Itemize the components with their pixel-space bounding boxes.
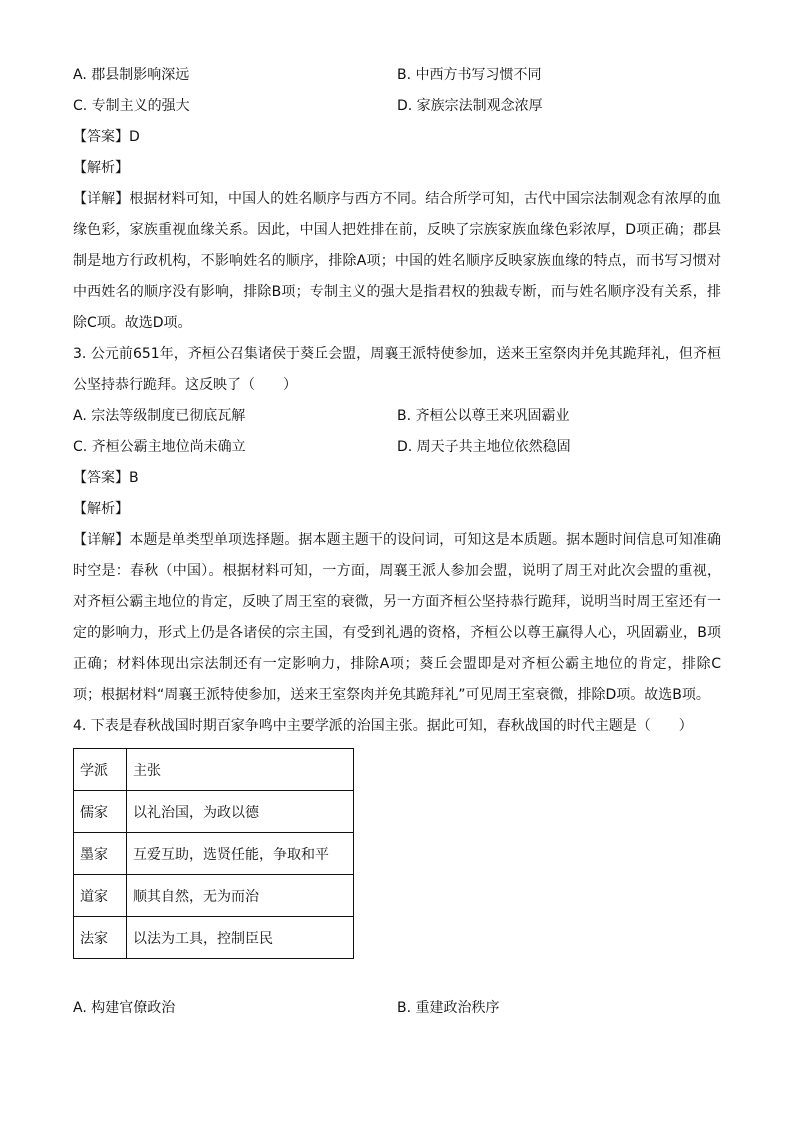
table-cell-claim: 以法为工具，控制臣民 bbox=[127, 917, 354, 959]
q2-option-c: C. 专制主义的强大 bbox=[73, 98, 190, 114]
q3-option-a: A. 宗法等级制度已彻底瓦解 bbox=[73, 408, 246, 424]
q3-option-d: D. 周天子共主地位依然稳固 bbox=[397, 439, 571, 455]
schools-table bbox=[73, 748, 354, 959]
q3-options-row-1 bbox=[73, 401, 721, 432]
q2-analysis-label: 【解析】 bbox=[73, 160, 129, 176]
q4-option-b: B. 重建政治秩序 bbox=[397, 1000, 500, 1016]
q4-options-row-1 bbox=[73, 993, 721, 1024]
table-cell-claim: 顺其自然，无为而治 bbox=[127, 875, 354, 917]
table-row bbox=[74, 917, 354, 959]
q3-option-b: B. 齐桓公以尊王来巩固霸业 bbox=[397, 408, 570, 424]
table-row bbox=[74, 875, 354, 917]
q3-options-row-2 bbox=[73, 432, 721, 463]
table-cell-school: 法家 bbox=[74, 917, 127, 959]
q2-detail: 【详解】根据材料可知，中国人的姓名顺序与西方不同。结合所学可知，古代中国宗法制观念有浓厚的血缘色彩，家族重视血缘关系。因此，中国人把姓排在前，反映了宗族家族血缘色彩浓厚，D项正确；郡县制是地方行政机构，不影响姓名的顺序，排除A项；中国的姓名顺序反映家族血缘的特点，而书写习惯对中西姓名的顺序没有影响，排除B项；专制主义的强大是指君权的独裁专断，而与姓名顺序没有关系，排除C项。故选D项。 bbox=[73, 191, 721, 331]
q4-stem: 4. 下表是春秋战国时期百家争鸣中主要学派的治国主张。据此可知，春秋战国的时代主题是（ ） bbox=[73, 718, 693, 734]
table-header-row bbox=[74, 749, 354, 791]
q2-options-row-1 bbox=[73, 60, 721, 91]
table-header-school: 学派 bbox=[74, 749, 127, 791]
table-header-claim: 主张 bbox=[127, 749, 354, 791]
q2-option-d: D. 家族宗法制观念浓厚 bbox=[397, 98, 543, 114]
q2-option-b: B. 中西方书写习惯不同 bbox=[397, 67, 542, 83]
document-page bbox=[73, 60, 721, 1024]
table-cell-claim: 互爱互助，选贤任能，争取和平 bbox=[127, 833, 354, 875]
q4-option-a: A. 构建官僚政治 bbox=[73, 1000, 176, 1016]
q2-option-a: A. 郡县制影响深远 bbox=[73, 67, 190, 83]
q3-answer: 【答案】B bbox=[73, 470, 139, 486]
q2-answer: 【答案】D bbox=[73, 129, 140, 145]
q2-options-row-2 bbox=[73, 91, 721, 122]
table-cell-school: 墨家 bbox=[74, 833, 127, 875]
q3-option-c: C. 齐桓公霸主地位尚未确立 bbox=[73, 439, 246, 455]
table-cell-claim: 以礼治国，为政以德 bbox=[127, 791, 354, 833]
q3-detail: 【详解】本题是单类型单项选择题。据本题主题干的设问词，可知这是本质题。据本题时间信息可知准确时空是：春秋（中国）。根据材料可知，一方面，周襄王派人参加会盟，说明了周王对此次会盟的重视，对齐桓公霸主地位的肯定，反映了周王室的衰微，另一方面齐桓公坚持恭行跪拜，说明当时周王室还有一定的影响力，形式上仍是各诸侯的宗主国，有受到礼遇的资格，齐桓公以尊王赢得人心，巩固霸业，B项正确；材料体现出宗法制还有一定影响力，排除A项；葵丘会盟即是对齐桓公霸主地位的肯定，排除C项；根据材料“周襄王派特使参加，送来王室祭肉并免其跪拜礼”可见周王室衰微，排除D项。故选B项。 bbox=[73, 532, 721, 703]
table-row bbox=[74, 833, 354, 875]
table-cell-school: 道家 bbox=[74, 875, 127, 917]
table-row bbox=[74, 791, 354, 833]
q3-stem: 3. 公元前651年，齐桓公召集诸侯于葵丘会盟，周襄王派特使参加，送来王室祭肉并免其跪拜礼，但齐桓公坚持恭行跪拜。这反映了（ ） bbox=[73, 346, 721, 393]
q3-analysis-label: 【解析】 bbox=[73, 501, 129, 517]
table-cell-school: 儒家 bbox=[74, 791, 127, 833]
